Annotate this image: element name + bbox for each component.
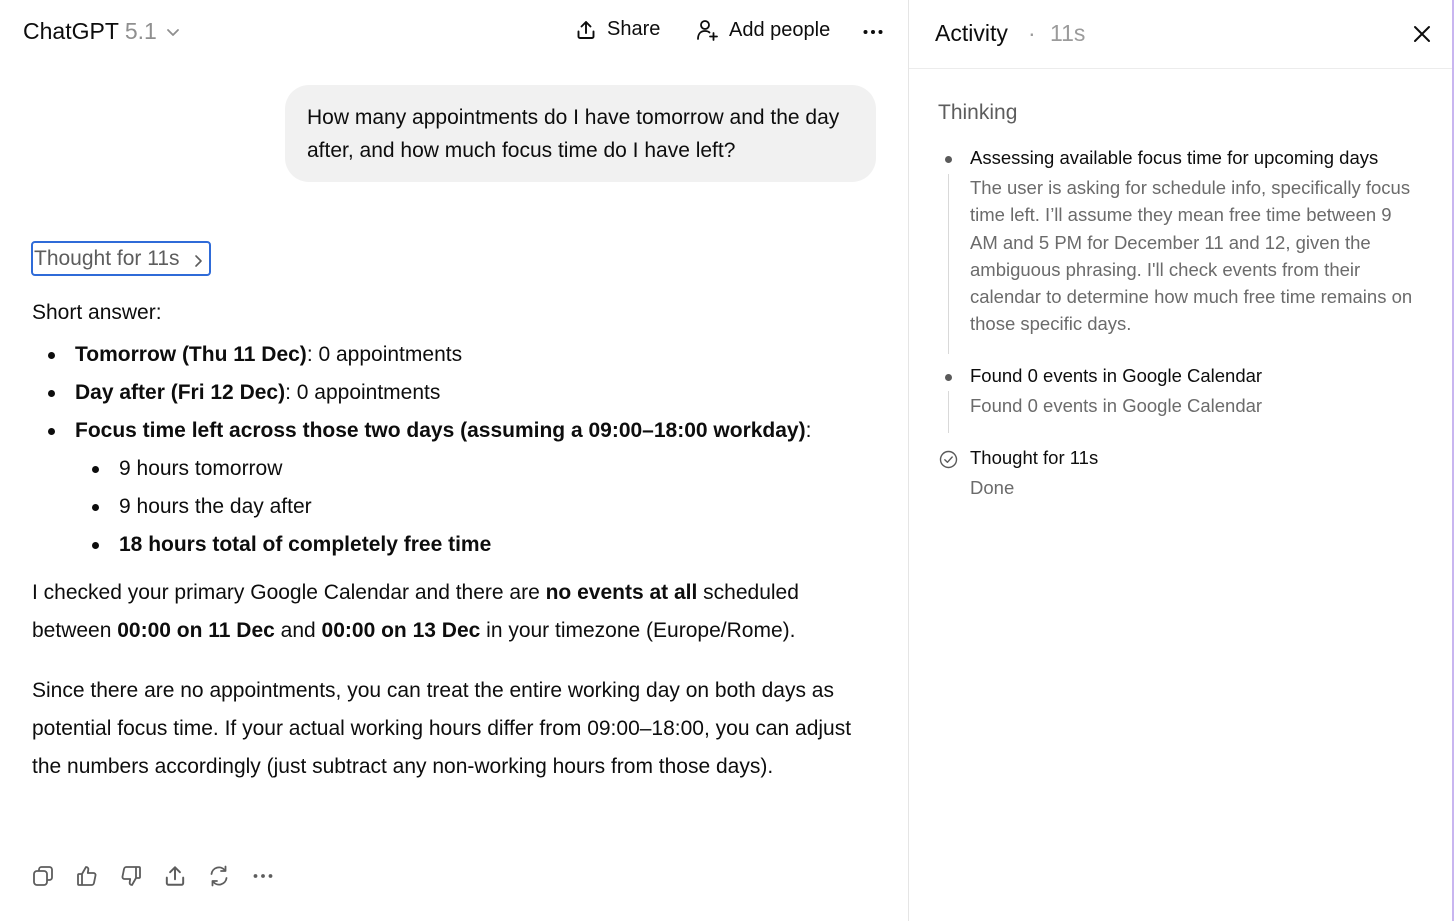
step-title: Found 0 events in Google Calendar [970,365,1263,386]
step-title: Assessing available focus time for upcoming days [970,147,1379,168]
answer-intro: Short answer: [32,301,162,324]
bad-response-button[interactable] [118,863,143,888]
step-detail: The user is asking for schedule info, specifically focus time left. I’ll assume they mean free time between 9 AM and 5 PM for December 11 and 12, given the ambiguous phrasing. I'll check events from their calendar to determine how much free time remains on those specific days. [970,177,1413,335]
share-button[interactable] [575,18,660,41]
share-icon [575,19,597,41]
more-horizontal-icon [251,864,275,888]
message-actions [30,863,275,888]
add-people-label: Add people [729,18,831,41]
regenerate-icon [207,864,231,888]
model-selector[interactable] [23,18,181,45]
model-version: 5.1 [124,18,157,44]
step-connector [948,391,949,433]
chevron-right-icon [193,254,203,268]
more-horizontal-icon [861,20,885,44]
chevron-down-icon [165,24,181,40]
good-response-button[interactable] [74,863,99,888]
list-item-bold: Focus time left across those two days (assuming a 09:00–18:00 workday) [75,419,806,442]
sub-list-item [32,526,882,564]
step-bullet [945,374,952,381]
sub-list-item [32,488,882,526]
activity-panel [909,0,1452,921]
app-name: ChatGPT [23,18,119,44]
copy-icon [31,864,55,888]
activity-header [909,0,1452,69]
copy-button[interactable] [30,863,55,888]
window-edge [1452,0,1454,921]
answer-paragraph: I checked your primary Google Calendar and there are no events at all scheduled between 00:00 on 11 Dec and 00:00 on 13 Dec in your timezone (Europe/Rome). [32,581,799,642]
step-detail: Found 0 events in Google Calendar [970,395,1263,416]
user-message: How many appointments do I have tomorrow and the day after, and how much focus time do I have left? [285,85,876,182]
chat-header [0,0,908,66]
thought-toggle[interactable] [31,241,211,276]
thought-label: Thought for 11s [34,246,180,270]
activity-title: Activity [935,20,1008,46]
list-item-text: : 0 appointments [306,343,463,366]
sub-list-item-text: 9 hours the day after [119,495,312,518]
more-actions-button[interactable] [250,863,275,888]
step-connector [948,174,949,354]
activity-separator: · [1028,20,1036,46]
list-item-bold: Day after (Fri 12 Dec) [75,381,286,404]
more-options-button[interactable] [861,20,885,44]
activity-elapsed: 11s [1050,20,1086,46]
list-item-bold: Tomorrow (Thu 11 Dec) [75,343,307,366]
assistant-answer [32,298,882,786]
close-icon [1410,22,1434,46]
sub-list-item-text: 9 hours tomorrow [119,457,283,480]
list-item [32,374,882,412]
share-icon [163,864,187,888]
step-detail: Done [970,477,1015,498]
share-message-button[interactable] [162,863,187,888]
share-label: Share [607,18,661,40]
list-item-text: : 0 appointments [285,381,441,404]
list-item [32,412,882,450]
thinking-label: Thinking [938,101,1018,124]
step-bullet [945,156,952,163]
check-circle-icon [939,450,958,469]
step-title: Thought for 11s [970,447,1099,468]
thumbs-down-icon [119,864,143,888]
sub-list-item-bold: 18 hours total of completely free time [119,533,492,556]
add-person-icon [695,18,719,42]
list-item-text: : [805,419,812,442]
regenerate-button[interactable] [206,863,231,888]
answer-paragraph: Since there are no appointments, you can treat the entire working day on both days as potential focus time. If your actual working hours differ from 09:00–18:00, you can adjust the numbers accordingly (just subtract any non-working hours from those days). [32,679,852,778]
thumbs-up-icon [75,864,99,888]
add-people-button[interactable] [695,18,830,42]
sub-list-item [32,450,882,488]
list-item [32,336,882,374]
close-button[interactable] [1410,22,1434,46]
